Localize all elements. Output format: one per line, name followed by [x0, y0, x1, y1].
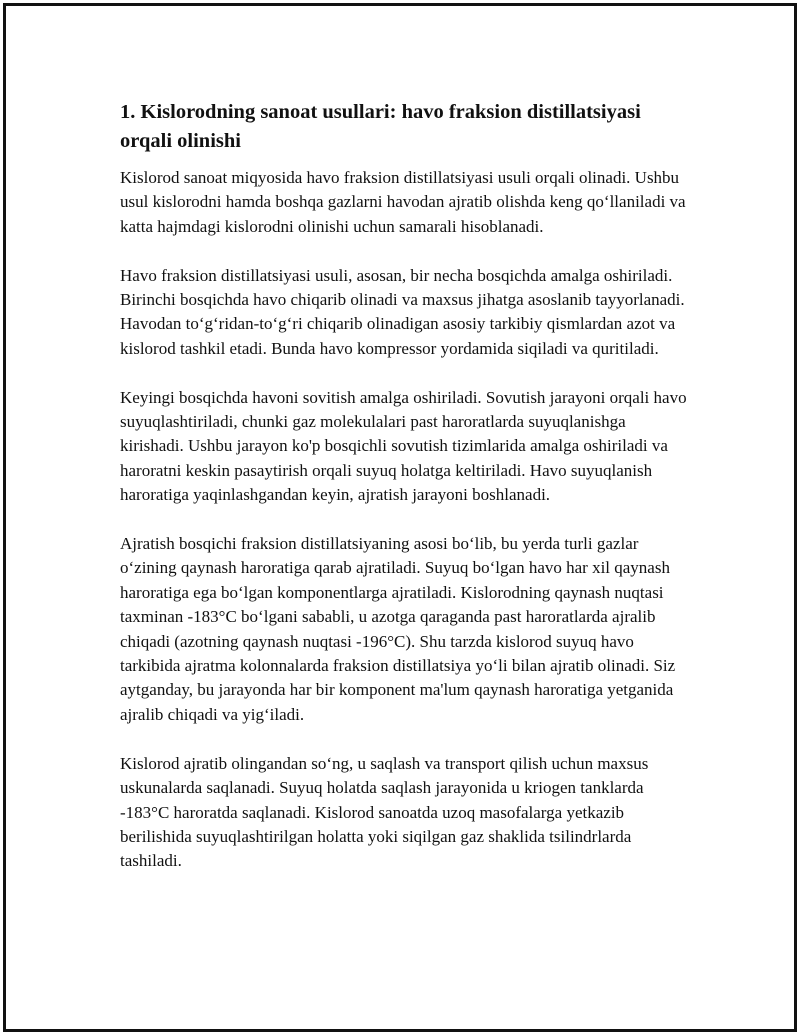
paragraph-storage: Kislorod ajratib olingandan so‘ng, u saqlash va transport qilish uchun maxsus uskunalarda saqlanadi. Suyuq holatda saqlash jarayonida u kriogen tanklarda -183°C haroratda saqlanadi. Kislorod sanoatda uzoq masofalarga yetkazib berilishida suyuqlashtirilgan holatta yoki siqilgan gaz shaklida tsilindrlarda tashiladi.	[120, 753, 649, 871]
paragraph-cooling-stage: Keyingi bosqichda havoni sovitish amalga oshiriladi. Sovutish jarayoni orqali havo suyuqlashtiriladi, chunki gaz molekulalari past haroratlarda suyuqlanishga kirishadi. Ushbu jarayon ko'p bosqichli sovutish tizimlarida amalga oshiriladi va haroratni keskin pasaytirish orqali suyuq holatga keltiriladi. Havo suyuqlanish haroratiga yaqinlashgandan keyin, ajratish jarayoni boshlanadi.	[120, 387, 687, 505]
paragraph-separation-stage: Ajratish bosqichi fraksion distillatsiyaning asosi bo‘lib, bu yerda turli gazlar o‘zining qaynash haroratiga qarab ajratiladi. Suyuq bo‘lgan havo har xil qaynash haroratiga ega bo‘lgan komponentlarga ajratiladi. Kislorodning qaynash nuqtasi taxminan -183°C bo‘lgani sababli, u azotga qaraganda past haroratlarda ajralib chiqadi (azotning qaynash nuqtasi -196°C). Shu tarzda kislorod suyuq havo tarkibida ajratma kolonnalarda fraksion distillatsiya yo‘li bilan ajratib olinadi. Siz aytganday, bu jarayonda har bir komponent ma'lum qaynash haroratiga yetganida ajralib chiqadi va yig‘iladi.	[120, 534, 676, 724]
section-heading: 1. Kislorodning sanoat usullari: havo fraksion distillatsiyasi orqali olinishi	[120, 101, 641, 152]
paragraph-intro: Kislorod sanoat miqyosida havo fraksion distillatsiyasi usuli orqali olinadi. Ushbu usul kislorodni hamda boshqa gazlarni havodan ajratib olishda keng qo‘llaniladi va katta hajmdagi kislorodni olinishi uchun samarali hisoblanadi.	[120, 168, 686, 236]
paragraph-first-stage: Havo fraksion distillatsiyasi usuli, asosan, bir necha bosqichda amalga oshiriladi. Birinchi bosqichda havo chiqarib olinadi va maxsus jihatga asoslanib tayyorlanadi. Havodan to‘g‘ridan-to‘g‘ri chiqarib olinadigan asosiy tarkibiy qismlardan azot va kislorod tashkil etadi. Bunda havo kompressor yordamida siqiladi va quritiladi.	[120, 265, 685, 358]
page-frame	[3, 3, 797, 1032]
document-body	[120, 98, 690, 898]
